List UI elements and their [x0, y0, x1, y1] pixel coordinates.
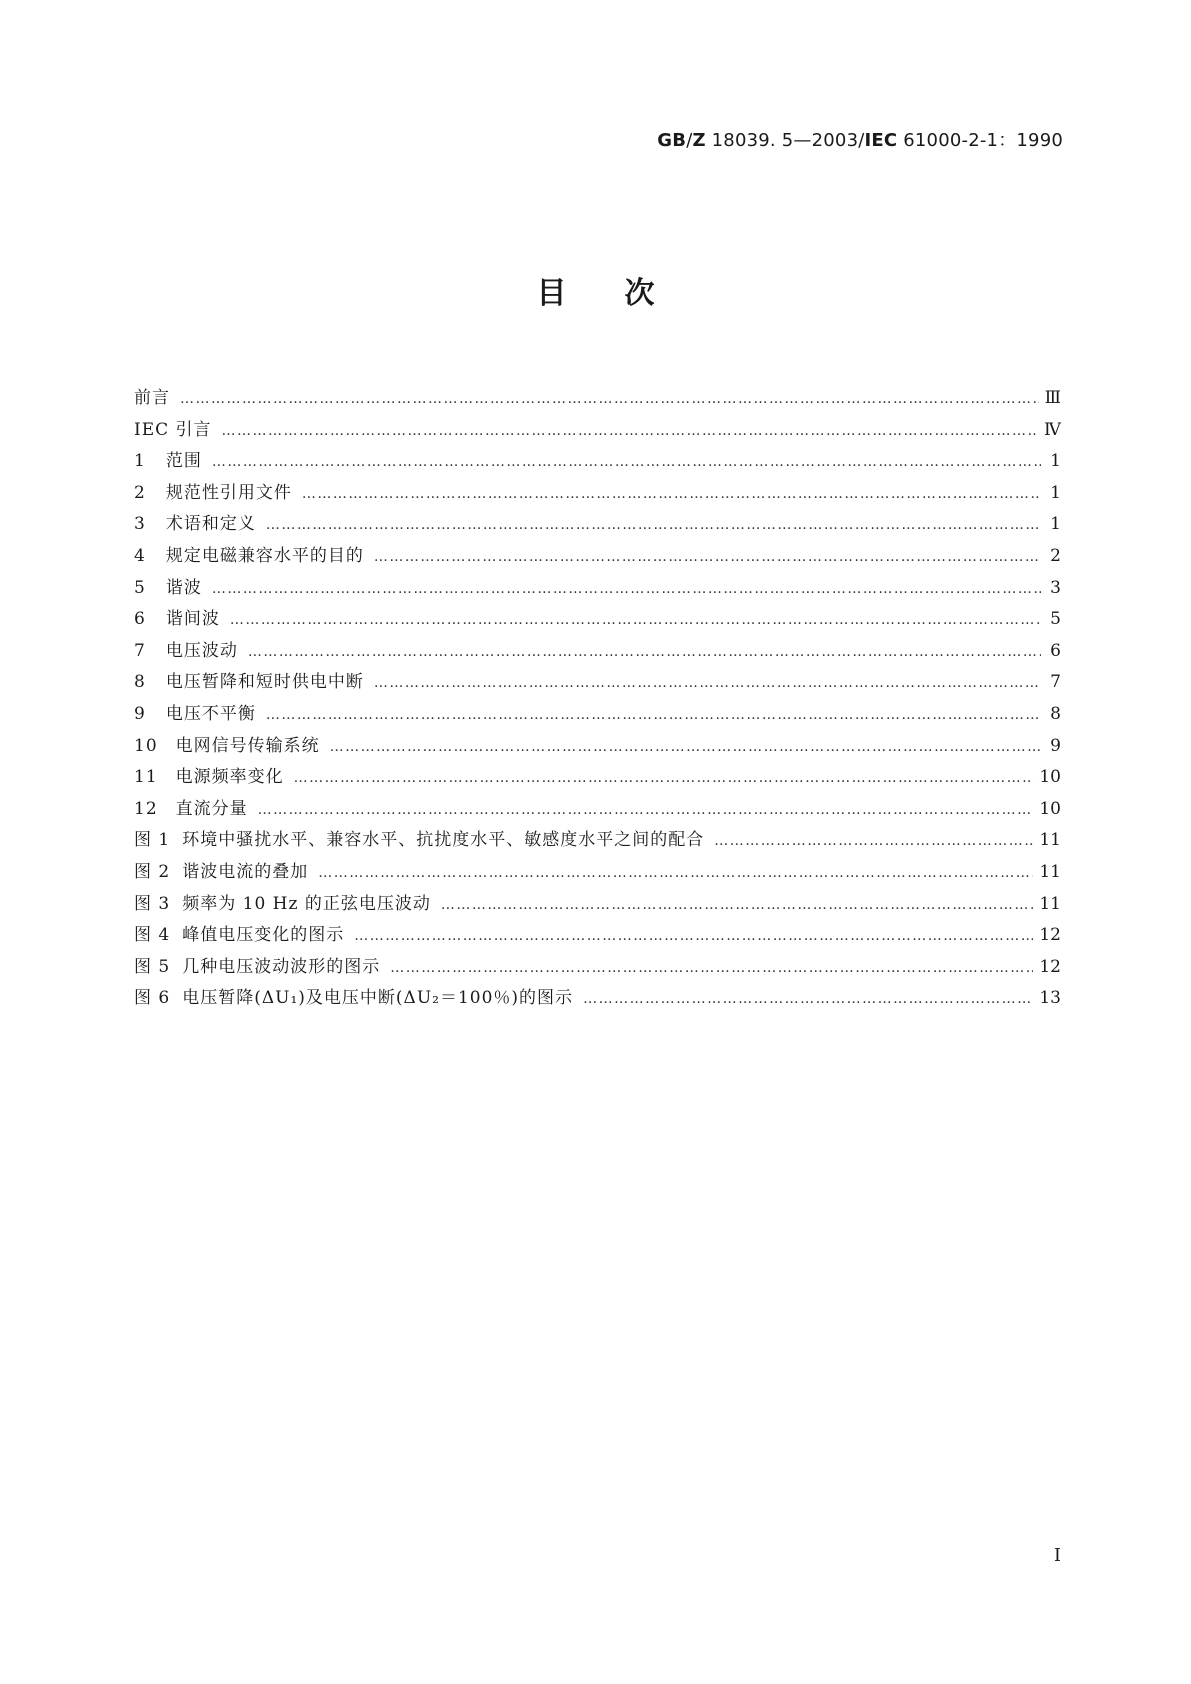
- toc-entry-page: 10: [1039, 798, 1061, 819]
- toc-entry[interactable]: [134, 481, 1061, 513]
- toc-entry[interactable]: [134, 639, 1061, 671]
- toc-entry-number: 10: [134, 735, 158, 756]
- toc-entry-number: 11: [134, 767, 158, 788]
- toc-entry-number: 图 4: [134, 925, 171, 946]
- toc-entry[interactable]: [134, 734, 1061, 766]
- std-iec: IEC: [864, 130, 898, 151]
- toc-entry-title: 规定电磁兼容水平的目的: [165, 545, 364, 566]
- toc-entry-label: [134, 449, 202, 473]
- toc-entry-label: [134, 765, 284, 789]
- toc-entry-title: 前言: [134, 388, 170, 408]
- toc-leader-dots: [302, 482, 1041, 506]
- toc-entry-title: 术语和定义: [165, 514, 256, 535]
- toc-entry-number: 12: [134, 798, 158, 819]
- toc-entry[interactable]: [134, 418, 1061, 450]
- std-z: Z: [692, 130, 706, 151]
- toc-entry-label: [134, 892, 431, 916]
- toc-entry-title: 几种电压波动波形的图示: [182, 956, 381, 977]
- toc-entry-page: 6: [1050, 640, 1061, 661]
- toc-entry[interactable]: [134, 828, 1061, 860]
- toc-leader-dots: [354, 924, 1033, 948]
- toc-entry-label: [134, 607, 220, 631]
- toc-entry-page: 1: [1050, 451, 1061, 472]
- toc-entry-label: [134, 639, 238, 663]
- toc-entry-number: 5: [134, 577, 146, 598]
- toc-entry-title: 电压波动: [165, 640, 238, 661]
- toc-entry-label: [134, 860, 308, 884]
- toc-entry[interactable]: [134, 576, 1061, 608]
- toc-entry-title: 谐间波: [165, 609, 220, 630]
- toc-entry-title: 频率为 10 Hz 的正弦电压波动: [182, 893, 431, 914]
- toc-entry-title: 规范性引用文件: [165, 482, 292, 503]
- std-slash: /: [686, 130, 693, 151]
- toc-entry-label: [134, 734, 320, 758]
- toc-leader-dots: [222, 419, 1038, 443]
- toc-entry-number: 9: [134, 703, 146, 724]
- toc-entry[interactable]: [134, 386, 1061, 418]
- toc-entry-page: 1: [1050, 482, 1061, 503]
- standard-number: [657, 126, 1063, 152]
- toc-entry-page: 12: [1039, 925, 1061, 946]
- toc-entry-label: [134, 544, 364, 568]
- toc-entry-label: [134, 481, 292, 505]
- toc-entry-page: Ⅳ: [1044, 419, 1061, 440]
- page-number: I: [1053, 1545, 1061, 1566]
- toc-entry-number: 图 1: [134, 830, 171, 851]
- toc-entry-label: [134, 923, 344, 947]
- toc-entry-title: 谐波: [165, 577, 202, 598]
- toc-leader-dots: [374, 545, 1041, 569]
- toc-entry-page: 11: [1039, 861, 1061, 882]
- toc-entry-number: 1: [134, 451, 146, 472]
- std-prefix: GB: [657, 130, 687, 151]
- toc-entry[interactable]: [134, 860, 1061, 892]
- std-number-text: 18039. 5—2003/: [705, 130, 865, 151]
- toc-entry-page: 9: [1050, 735, 1061, 756]
- toc-entry-title: 电压不平衡: [165, 703, 256, 724]
- toc-entry[interactable]: [134, 923, 1061, 955]
- toc-entry-number: 2: [134, 482, 146, 503]
- std-iec-number: 61000-2-1：1990: [897, 130, 1063, 151]
- toc-entry-label: [134, 797, 248, 821]
- toc-entry-page: 1: [1050, 514, 1061, 535]
- toc-entry-title: 谐波电流的叠加: [182, 861, 309, 882]
- toc-entry-label: [134, 986, 573, 1010]
- toc-leader-dots: [330, 735, 1041, 759]
- toc-entry-page: 2: [1050, 545, 1061, 566]
- toc-entry-number: 图 5: [134, 956, 171, 977]
- toc-entry-title: 直流分量: [175, 798, 248, 819]
- toc-entry-page: 8: [1050, 703, 1061, 724]
- toc-entry-title: 环境中骚扰水平、兼容水平、抗扰度水平、敏感度水平之间的配合: [182, 830, 705, 851]
- toc-entry-number: 6: [134, 609, 146, 630]
- toc-entry[interactable]: [134, 702, 1061, 734]
- toc-entry[interactable]: [134, 892, 1061, 924]
- toc-leader-dots: [180, 387, 1039, 411]
- toc-entry[interactable]: [134, 670, 1061, 702]
- toc-leader-dots: [230, 608, 1041, 632]
- toc-leader-dots: [212, 450, 1041, 474]
- toc-entry[interactable]: [134, 765, 1061, 797]
- toc-leader-dots: [258, 798, 1034, 822]
- toc-entry-page: 11: [1039, 830, 1061, 851]
- toc-entry-title: 范围: [165, 451, 202, 472]
- toc-leader-dots: [212, 577, 1041, 601]
- toc-entry[interactable]: [134, 449, 1061, 481]
- toc-leader-dots: [390, 956, 1033, 980]
- toc-leader-dots: [294, 766, 1034, 790]
- toc-entry-page: 7: [1050, 672, 1061, 693]
- toc-entry[interactable]: [134, 544, 1061, 576]
- toc-entry-label: [134, 386, 170, 410]
- toc-entry-label: [134, 828, 704, 852]
- toc-entry-number: 4: [134, 545, 146, 566]
- table-of-contents: [134, 386, 1061, 1018]
- toc-entry-title: 电压暂降(ΔU₁)及电压中断(ΔU₂＝100％)的图示: [182, 988, 574, 1009]
- toc-entry-label: [134, 670, 364, 694]
- toc-entry-label: [134, 702, 256, 726]
- toc-entry[interactable]: [134, 607, 1061, 639]
- toc-entry-label: [134, 576, 202, 600]
- toc-entry[interactable]: [134, 797, 1061, 829]
- toc-leader-dots: [714, 829, 1033, 853]
- toc-leader-dots: [374, 671, 1041, 695]
- toc-leader-dots: [266, 513, 1041, 537]
- toc-leader-dots: [248, 640, 1041, 664]
- toc-entry-number: 8: [134, 672, 146, 693]
- toc-entry-title: IEC 引言: [134, 419, 212, 440]
- toc-entry-title: 峰值电压变化的图示: [182, 925, 345, 946]
- toc-entry-page: 5: [1050, 609, 1061, 630]
- toc-entry-page: 3: [1050, 577, 1061, 598]
- toc-entry-page: 10: [1039, 767, 1061, 788]
- toc-entry[interactable]: [134, 955, 1061, 987]
- toc-entry-title: 电源频率变化: [175, 767, 284, 788]
- toc-entry[interactable]: [134, 512, 1061, 544]
- toc-leader-dots: [441, 893, 1034, 917]
- toc-entry-number: 3: [134, 514, 146, 535]
- toc-entry-page: Ⅲ: [1044, 388, 1061, 408]
- toc-leader-dots: [583, 987, 1033, 1011]
- toc-entry-label: [134, 512, 256, 536]
- page-title: 目次: [536, 276, 713, 311]
- toc-leader-dots: [266, 703, 1041, 727]
- toc-entry-label: [134, 418, 212, 442]
- toc-entry-page: 12: [1039, 956, 1061, 977]
- toc-entry-number: 图 2: [134, 861, 171, 882]
- toc-entry-label: [134, 955, 380, 979]
- toc-entry[interactable]: [134, 986, 1061, 1018]
- toc-entry-title: 电网信号传输系统: [175, 735, 320, 756]
- toc-entry-page: 11: [1039, 893, 1061, 914]
- toc-leader-dots: [318, 861, 1033, 885]
- toc-entry-page: 13: [1039, 988, 1061, 1009]
- toc-entry-title: 电压暂降和短时供电中断: [165, 672, 364, 693]
- toc-entry-number: 图 6: [134, 988, 171, 1009]
- toc-entry-number: 图 3: [134, 893, 171, 914]
- toc-entry-number: 7: [134, 640, 146, 661]
